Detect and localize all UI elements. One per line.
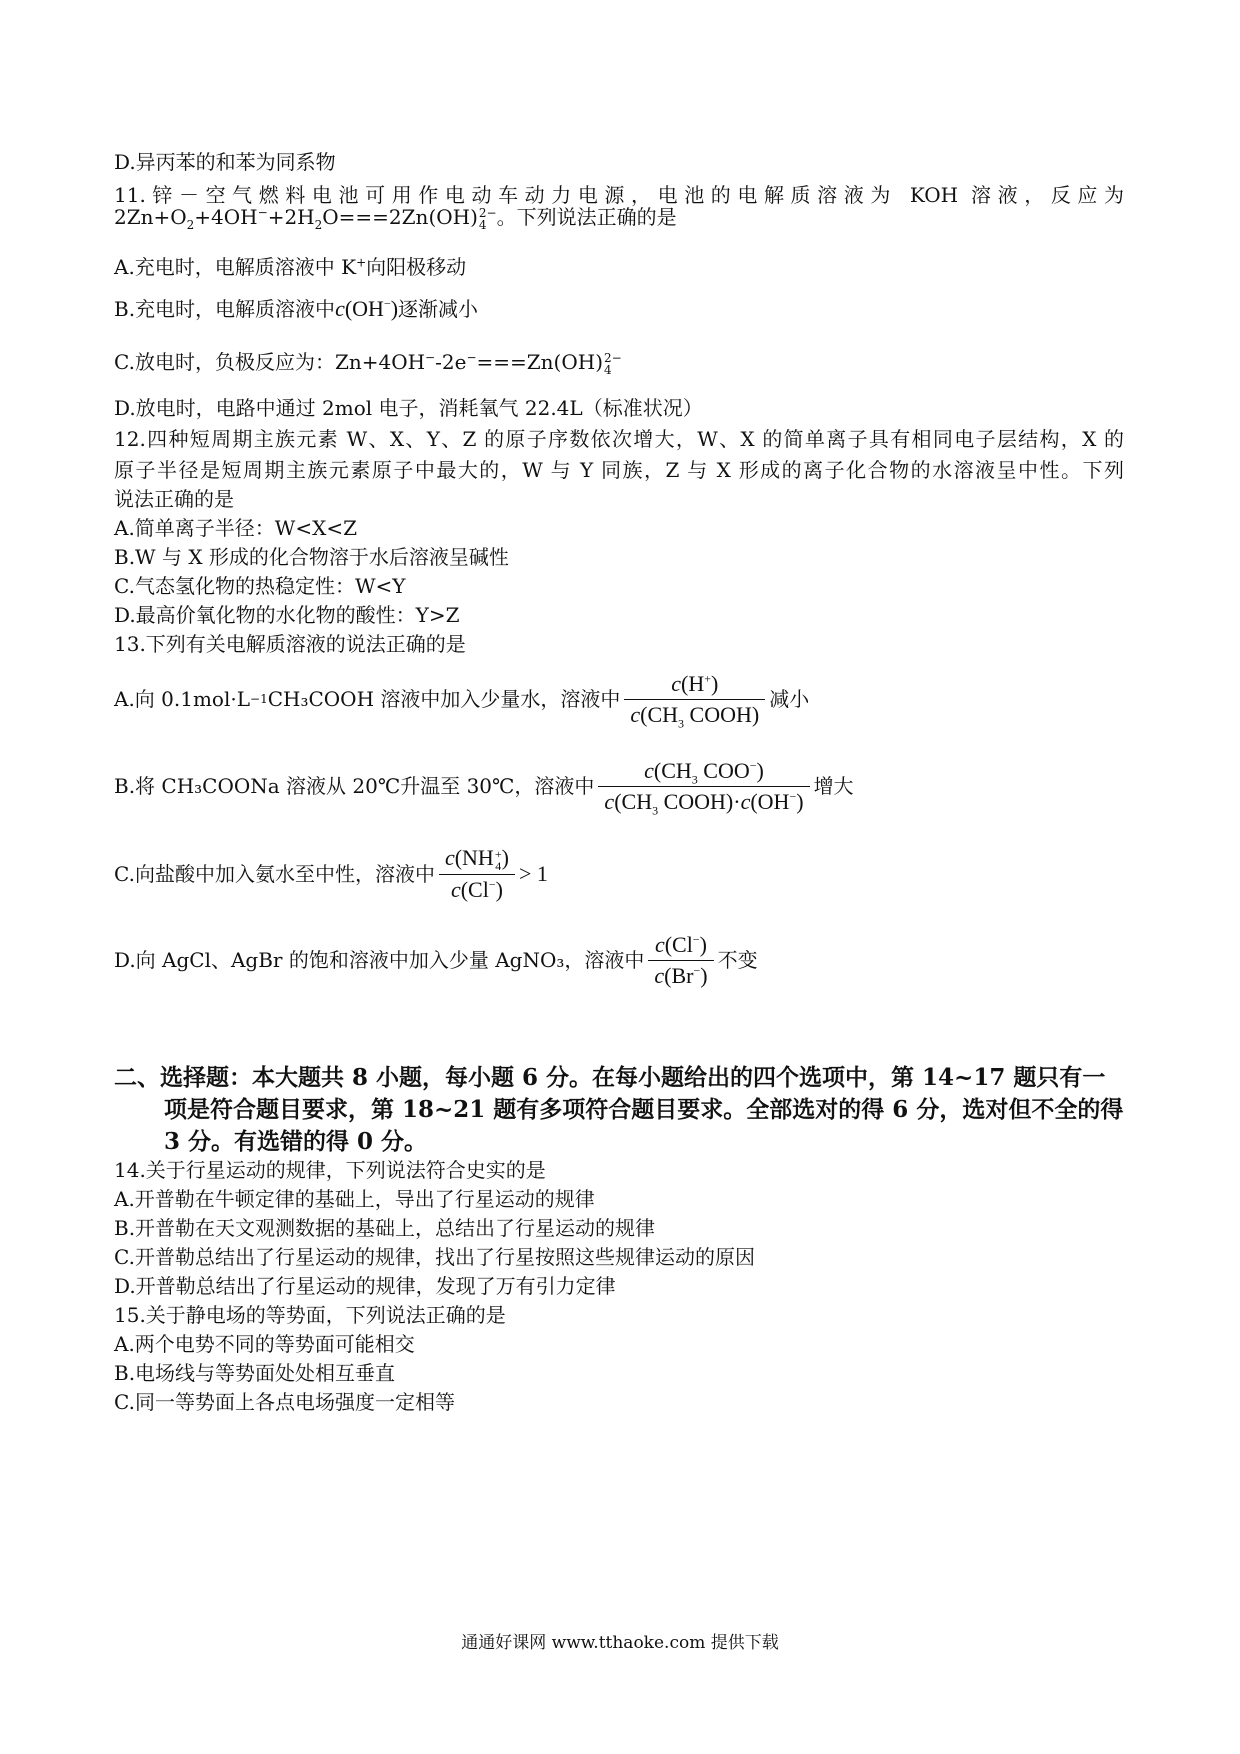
q14-stem: 14.关于行星运动的规律，下列说法符合史实的是 — [114, 1158, 546, 1182]
q13-option-b — [114, 755, 854, 817]
q13b-text-end: 增大 — [813, 774, 854, 798]
q11c-text: C.放电时，负极反应为：Zn+4OH — [114, 350, 426, 374]
q11-stem-line1: 11.锌－空气燃料电池可用作电动车动力电源，电池的电解质溶液为 KOH 溶液，反应为 — [114, 183, 1124, 207]
q12-stem-line3: 说法正确的是 — [114, 487, 234, 511]
q13d-fraction: $\frac{c(Cl^-)}{c(Br^-)}$ — [648, 932, 713, 989]
q11a-text-end: 向阳极移动 — [366, 255, 467, 279]
q13-option-c — [114, 843, 548, 905]
q13a-fraction: $\frac{c(H^+)}{c(CH_3 COOH)}$ — [624, 671, 765, 728]
q15-option-b: B.电场线与等势面处处相互垂直 — [114, 1361, 396, 1385]
q14-option-a: A.开普勒在牛顿定律的基础上，导出了行星运动的规律 — [114, 1187, 595, 1211]
q15-option-c: C.同一等势面上各点电场强度一定相等 — [114, 1390, 455, 1414]
q12-option-b: B.W 与 X 形成的化合物溶于水后溶液呈碱性 — [114, 545, 509, 569]
q13c-fraction: c(NH + 4 ) c(Cl−) — [439, 845, 515, 903]
q11c-text-mid: -2e — [435, 350, 467, 374]
q11b-text: B.充电时，电解质溶液中 — [114, 297, 336, 321]
q13b-text: B.将 CH₃COONa 溶液从 20℃升温至 30℃，溶液中 — [114, 774, 595, 798]
q12-stem-line2: 原子半径是短周期主族元素原子中最大的，W 与 Y 同族，Z 与 X 形成的离子化合物的水溶液呈中性。下列 — [114, 458, 1124, 482]
q11-stem-tail: 。下列说法正确的是 — [496, 205, 677, 229]
q11-option-a: A.充电时，电解质溶液中 K+向阳极移动 — [114, 255, 467, 279]
q11-equation: $2Zn+O_2+4OH^-+2H_2O===2Zn(OH)$ 2− 4 — [114, 205, 497, 232]
q12-option-c: C.气态氢化物的热稳定性：W<Y — [114, 574, 406, 598]
q14-option-d: D.开普勒总结出了行星运动的规律，发现了万有引力定律 — [114, 1274, 616, 1298]
section-two-header — [114, 1062, 1124, 1158]
q12-option-d: D.最高价氧化物的水化物的酸性：Y>Z — [114, 603, 460, 627]
q13a-text-mid: CH₃COOH 溶液中加入少量水，溶液中 — [267, 687, 621, 711]
q13c-text-end: > 1 — [518, 861, 548, 886]
q13c-text: C.向盐酸中加入氨水至中性，溶液中 — [114, 862, 435, 886]
q11b-text-end: 逐渐减小 — [398, 297, 479, 321]
q13b-fraction: $\frac{c(CH_3 COO^-)}{c(CH_3 COOH)\cdot c(OH^-)}$ — [598, 758, 809, 815]
page-footer: 通通好课网 www.tthaoke.com 提供下载 — [461, 1633, 779, 1653]
q15-option-a: A.两个电势不同的等势面可能相交 — [114, 1332, 415, 1356]
q11-option-b — [114, 297, 478, 321]
q11-stem-line2 — [114, 205, 677, 233]
q11b-formula: c(OH−) — [335, 296, 399, 321]
q14-option-c: C.开普勒总结出了行星运动的规律，找出了行星按照这些规律运动的原因 — [114, 1245, 755, 1269]
q11a-text: A.充电时，电解质溶液中 K — [114, 255, 357, 279]
q11-option-d: D.放电时，电路中通过 2mol 电子，消耗氧气 22.4L（标准状况） — [114, 396, 703, 420]
q13d-text: D.向 AgCl、AgBr 的饱和溶液中加入少量 AgNO₃，溶液中 — [114, 948, 645, 972]
q12-option-a: A.简单离子半径：W<X<Z — [114, 516, 358, 540]
q13-stem: 13.下列有关电解质溶液的说法正确的是 — [114, 632, 466, 656]
q11-option-c: C.放电时，负极反应为：Zn+4OH−-2e−===Zn(OH) 2− 4 — [114, 350, 622, 377]
section-header-line1: 二、选择题：本大题共 8 小题，每小题 6 分。在每小题给出的四个选项中，第 14~17 题只有一 — [114, 1064, 1106, 1091]
q13d-text-end: 不变 — [717, 948, 758, 972]
q13a-text-end: 减小 — [769, 687, 810, 711]
q13-option-a: A.向 0.1mol·L −1 CH₃COOH 溶液中加入少量水，溶液中 $\frac{c(H^+)}{c(CH_3 COOH)}$ 减小 — [114, 670, 810, 730]
q14-option-b: B.开普勒在天文观测数据的基础上，总结出了行星运动的规律 — [114, 1216, 656, 1240]
q11c-text-end: ===Zn(OH) — [476, 350, 603, 374]
q13-option-d — [114, 929, 758, 991]
section-header-rest: 项是符合题目要求，第 18~21 题有多项符合题目要求。全部选对的得 6 分，选对但不全的得 3 分。有选错的得 0 分。 — [164, 1096, 1124, 1155]
q10-option-d: D.异丙苯的和苯为同系物 — [114, 150, 336, 174]
q12-stem-line1: 12.四种短周期主族元素 W、X、Y、Z 的原子序数依次增大，W、X 的简单离子具有相同电子层结构，X 的 — [114, 427, 1124, 451]
q15-stem: 15.关于静电场的等势面，下列说法正确的是 — [114, 1303, 506, 1327]
q13a-text: A.向 0.1mol·L — [114, 687, 251, 711]
